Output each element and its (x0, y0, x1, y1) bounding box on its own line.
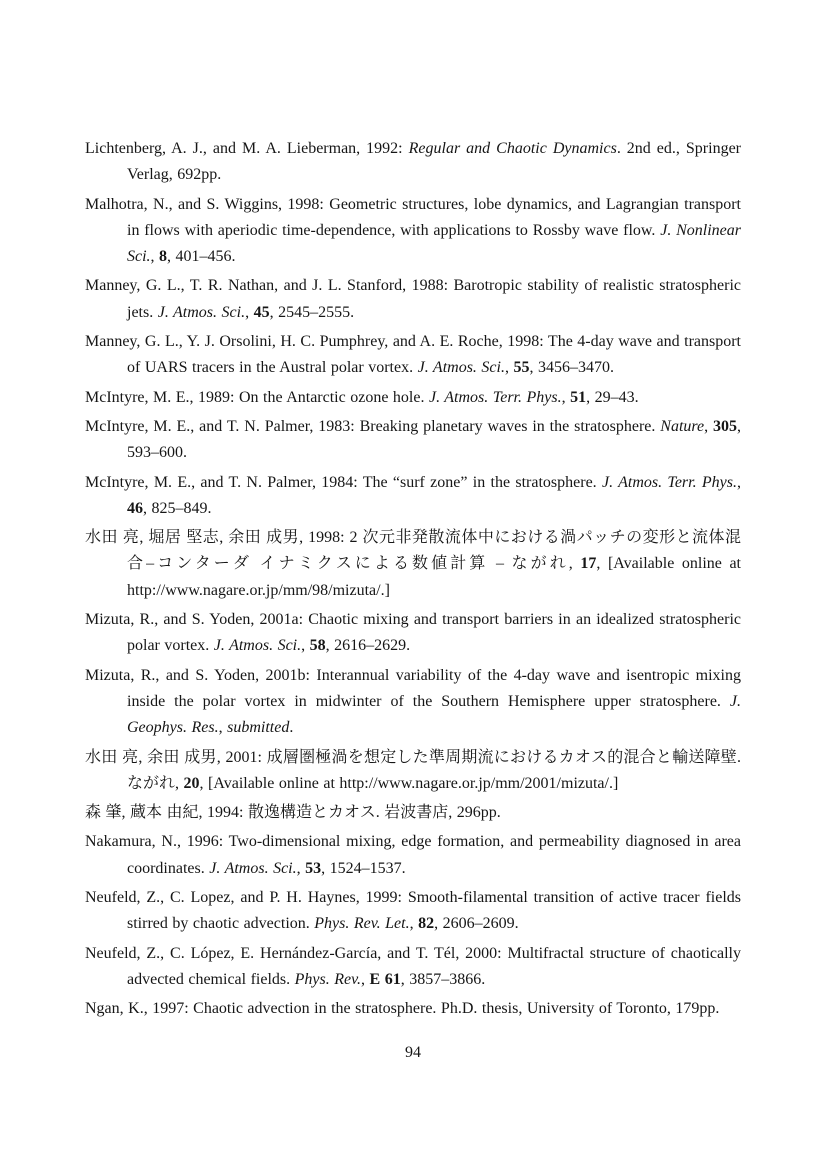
reference-text-segment: 8 (159, 248, 168, 266)
reference-text-segment: J. Atmos. Terr. Phys. (428, 388, 562, 406)
reference-text-segment: , 29–43. (586, 388, 639, 406)
reference-entry (85, 607, 741, 660)
reference-list (85, 136, 741, 1026)
reference-text-segment: 45 (253, 303, 270, 321)
reference-text-segment: Mizuta, R., and S. Yoden, 2001a: Chaotic mixing and transport barriers in an idealized stratospheric polar vortex. (85, 611, 741, 655)
reference-entry (85, 996, 741, 1022)
reference-text-segment: Nakamura, N., 1996: Two-dimensional mixing, edge formation, and permeability diagnosed in area coordinates. (85, 833, 741, 877)
reference-text-segment: , 2606–2609. (434, 915, 519, 933)
reference-text-segment: , 825–849. (143, 499, 212, 517)
reference-text-segment: , (561, 388, 571, 406)
reference-text-segment: Mizuta, R., and S. Yoden, 2001b: Interannual variability of the 4-day wave and isentropic mixing inside the polar vortex in midwinter of the Southern Hemisphere upper stratosphere. (85, 666, 741, 710)
reference-text-segment: , (504, 359, 514, 377)
reference-text-segment: , 1524–1537. (321, 859, 406, 877)
reference-text-segment: J. Atmos. Sci. (157, 303, 246, 321)
reference-entry (85, 470, 741, 523)
reference-text-segment: E 61 (369, 970, 401, 988)
reference-text-segment: 58 (309, 637, 326, 655)
reference-entry (85, 745, 741, 798)
reference-text-segment: 46 (127, 499, 143, 517)
reference-text-segment: , (150, 248, 160, 266)
reference-text-segment: 82 (418, 915, 435, 933)
reference-text-segment: , (361, 970, 370, 988)
reference-text-segment: , (704, 417, 714, 435)
reference-entry (85, 273, 741, 326)
reference-text-segment: Malhotra, N., and S. Wiggins, 1998: Geometric structures, lobe dynamics, and Lagrangian transport in flows with aperiodic time-dependence, with applications to Rossby wave flow. (85, 195, 741, 239)
reference-text-segment: , (301, 637, 310, 655)
reference-entry (85, 800, 741, 826)
reference-text-segment: 55 (513, 359, 530, 377)
reference-text-segment: , (218, 719, 228, 737)
reference-entry (85, 525, 741, 604)
reference-entry (85, 663, 741, 742)
reference-entry (85, 414, 741, 467)
reference-entry (85, 136, 741, 189)
reference-text-segment: , 3857–3866. (400, 970, 486, 988)
reference-text-segment: Neufeld, Z., C. López, E. Hernández-García, and T. Tél, 2000: Multifractal structure of chaotically advected chemical fields. (85, 944, 741, 988)
reference-entry (85, 385, 741, 411)
reference-text-segment: , [Available online at http://www.nagare.or.jp/mm/98/mizuta/.] (127, 555, 742, 599)
reference-text-segment: J. Atmos. Sci. (417, 359, 505, 377)
reference-text-segment: 51 (570, 388, 587, 406)
reference-text-segment: , 3456–3470. (529, 359, 614, 377)
reference-text-segment: Nature (660, 417, 705, 435)
reference-text-segment: , (296, 859, 306, 877)
reference-text-segment: Lichtenberg, A. J., and M. A. Lieberman, 1992: (85, 140, 409, 157)
reference-text-segment: , 2545–2555. (269, 303, 355, 321)
reference-entry (85, 192, 741, 271)
reference-text-segment: J. Geophys. Res. (127, 692, 741, 737)
reference-text-segment: 水田 亮, 余田 成男, 2001: 成層圏極渦を想定した準周期流におけるカオス的混合と輸送障壁. ながれ, (85, 748, 741, 792)
reference-entry (85, 941, 741, 994)
reference-text-segment: Manney, G. L., Y. J. Orsolini, H. C. Pumphrey, and A. E. Roche, 1998: The 4-day wave and transport of UARS tracers in the Austral polar vortex. (85, 333, 741, 377)
reference-text-segment: 森 肇, 蔵本 由紀, 1994: 散逸構造とカオス. 岩波書店, 296pp. (85, 804, 501, 822)
reference-text-segment: , 2616–2629. (325, 637, 411, 655)
reference-text-segment: Regular and Chaotic Dynamics (408, 140, 617, 157)
reference-text-segment: 17 (580, 555, 597, 573)
reference-text-segment: McIntyre, M. E., 1989: On the Antarctic ozone hole. (85, 388, 429, 406)
reference-text-segment: J. Nonlinear Sci. (127, 221, 741, 266)
reference-entry (85, 829, 741, 882)
reference-text-segment: J. Atmos. Sci. (209, 859, 297, 877)
reference-text-segment: Neufeld, Z., C. Lopez, and P. H. Haynes, 1999: Smooth-filamental transition of active tracer fields stirred by chaotic advection. (85, 889, 741, 933)
reference-text-segment: , 401–456. (167, 248, 236, 266)
reference-text-segment: 305 (713, 417, 738, 435)
reference-text-segment: . (289, 719, 294, 737)
reference-text-segment: 20 (183, 774, 200, 792)
reference-entry (85, 885, 741, 938)
reference-text-segment: McIntyre, M. E., and T. N. Palmer, 1984: The “surf zone” in the stratosphere. (85, 473, 602, 491)
reference-entry (85, 329, 741, 382)
reference-text-segment: J. Atmos. Sci. (213, 637, 302, 655)
reference-text-segment: Ngan, K., 1997: Chaotic advection in the stratosphere. Ph.D. thesis, University of Toronto, 179pp. (85, 1000, 720, 1018)
page-number: 94 (405, 1044, 421, 1061)
reference-text-segment: McIntyre, M. E., and T. N. Palmer, 1983: Breaking planetary waves in the stratosphere. (85, 417, 661, 435)
reference-text-segment: Phys. Rev. (294, 970, 362, 988)
reference-text-segment: Manney, G. L., T. R. Nathan, and J. L. Stanford, 1988: Barotropic stability of realistic stratospheric jets. (85, 277, 741, 321)
reference-text-segment: 53 (305, 859, 322, 877)
reference-text-segment: submitted (227, 719, 290, 737)
reference-text-segment: , (245, 303, 254, 321)
reference-text-segment: , 593–600. (127, 417, 742, 462)
reference-text-segment: J. Atmos. Terr. Phys. (601, 473, 738, 491)
reference-text-segment: Phys. Rev. Let. (314, 915, 410, 933)
reference-text-segment: 水田 亮, 堀居 堅志, 余田 成男, 1998: 2 次元非発散流体中における渦パッチの変形と流体混合–コンターダ イナミクスによる数値計算 – ながれ, (85, 529, 741, 573)
reference-text-segment: , (409, 915, 419, 933)
reference-text-segment: . 2nd ed., Springer Verlag, 692pp. (127, 140, 742, 184)
reference-text-segment: , (737, 473, 742, 491)
reference-text-segment: , [Available online at http://www.nagare.or.jp/mm/2001/mizuta/.] (199, 774, 619, 792)
